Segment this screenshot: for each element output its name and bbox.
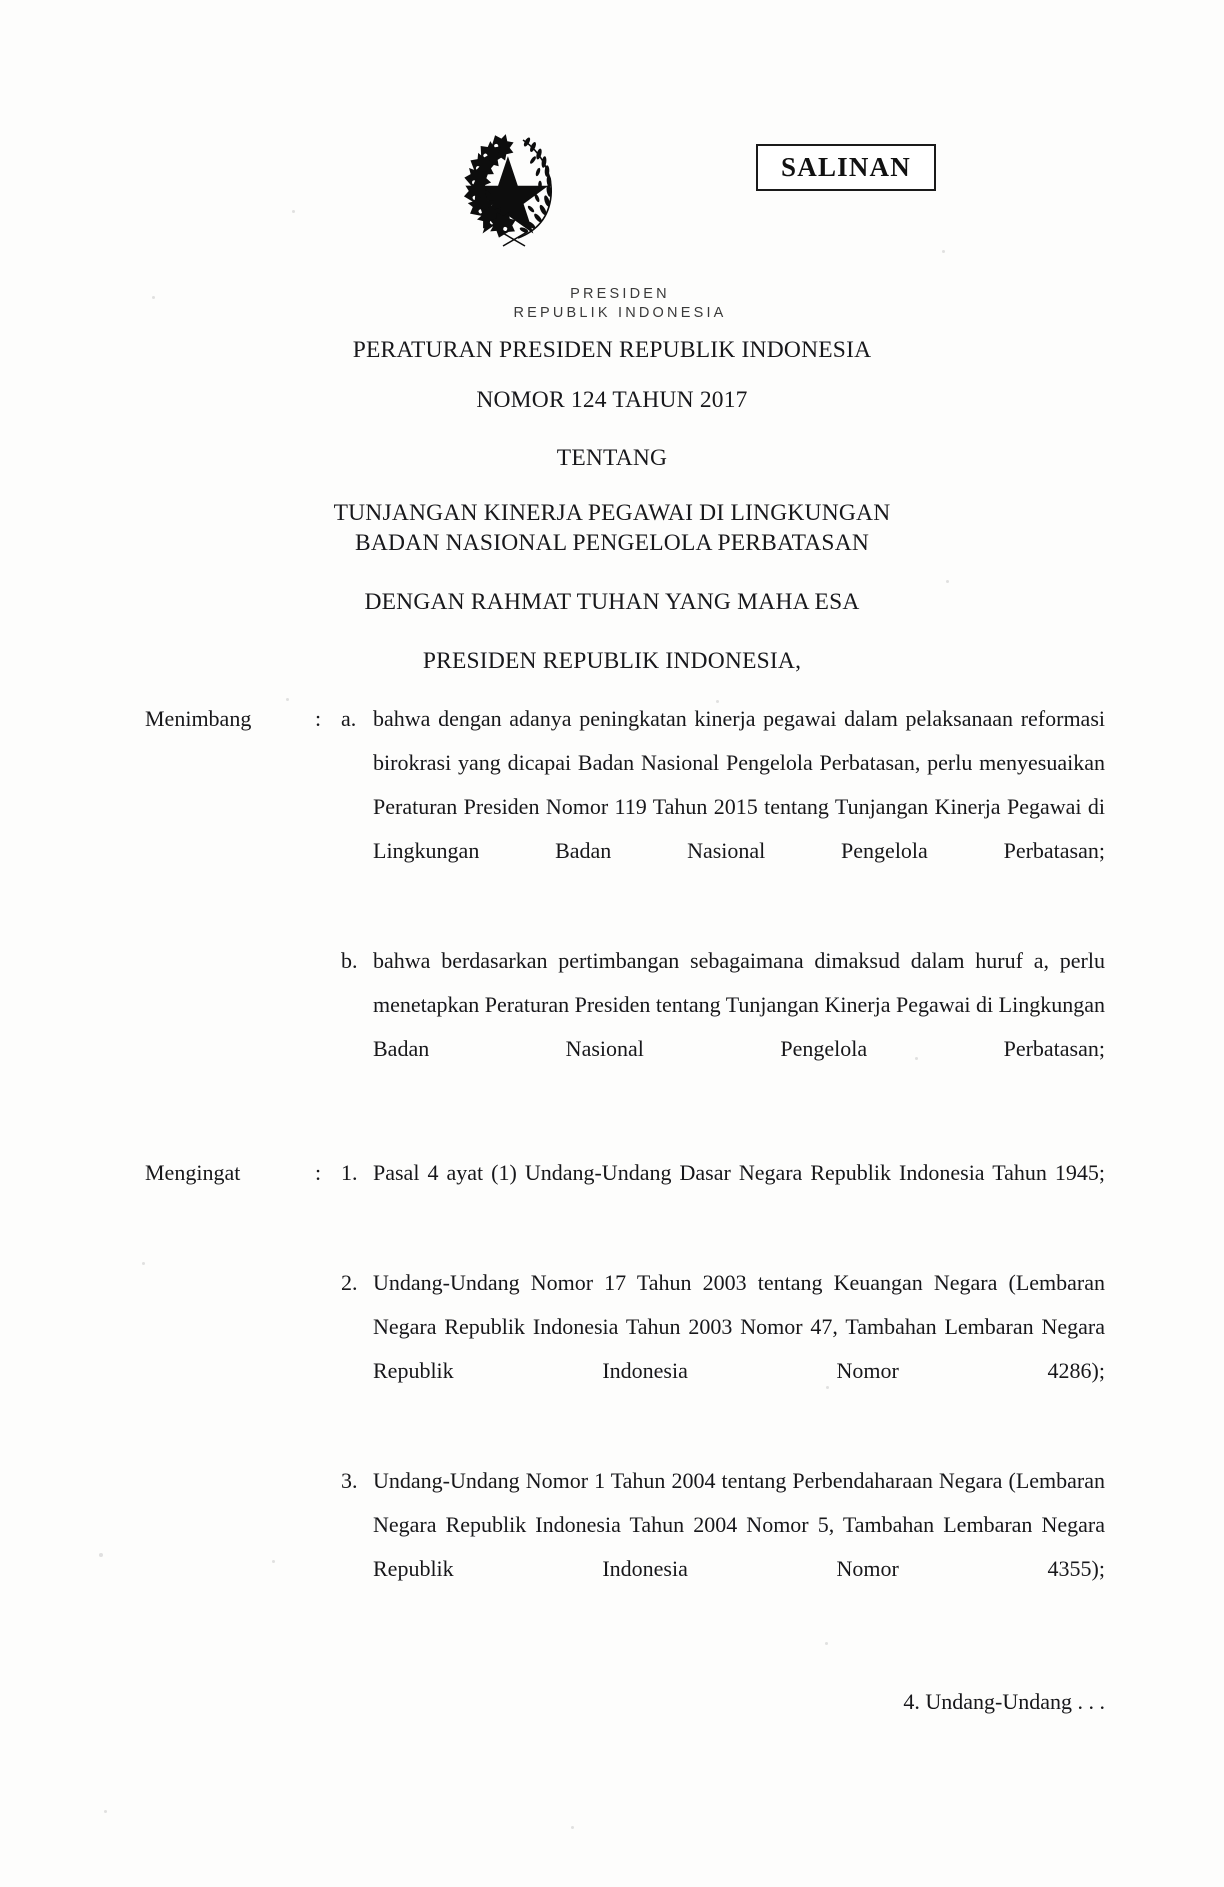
regulation-number: NOMOR 124 TAHUN 2017 bbox=[476, 387, 748, 414]
menimbang-colon: : bbox=[315, 706, 322, 731]
list-item bbox=[341, 697, 1105, 917]
emblem-caption-republik-indonesia: REPUBLIK INDONESIA bbox=[513, 305, 727, 321]
scan-speck bbox=[571, 1826, 574, 1829]
list-item bbox=[341, 939, 1105, 1115]
item-text: Pasal 4 ayat (1) Undang-Undang Dasar Negara Republik Indonesia Tahun 1945; bbox=[373, 1160, 1105, 1185]
regulation-subject-line1: TUNJANGAN KINERJA PEGAWAI DI LINGKUNGAN bbox=[333, 500, 891, 527]
mengingat-colon: : bbox=[315, 1160, 322, 1185]
menimbang-items bbox=[341, 697, 1224, 1115]
salinan-stamp bbox=[756, 144, 936, 191]
item-marker: 2. bbox=[341, 1270, 358, 1295]
item-text: bahwa dengan adanya peningkatan kinerja pegawai dalam pelaksanaan reformasi birokrasi yang dicapai Badan Nasional Pengelola Perbatasan, perlu menyesuaikan Peraturan Presiden Nomor 119 Tahun 2015 tentang Tunjangan Kinerja Pegawai di Lingkungan Badan Nasional Pengelola Perbatasan; bbox=[373, 706, 1105, 863]
mengingat-items bbox=[341, 1151, 1224, 1635]
scan-speck bbox=[292, 210, 295, 213]
item-marker: a. bbox=[341, 706, 357, 731]
menimbang-label: Menimbang bbox=[145, 706, 252, 731]
mengingat-label: Mengingat bbox=[145, 1160, 241, 1185]
salinan-label: SALINAN bbox=[781, 152, 911, 182]
scan-speck bbox=[104, 1810, 107, 1813]
menimbang-clause bbox=[0, 697, 1224, 1115]
list-item bbox=[341, 1261, 1105, 1437]
blessing-line: DENGAN RAHMAT TUHAN YANG MAHA ESA bbox=[364, 588, 860, 615]
preamble-body bbox=[0, 697, 1224, 1635]
regulation-title: PERATURAN PRESIDEN REPUBLIK INDONESIA bbox=[352, 337, 872, 363]
tentang-label: TENTANG bbox=[556, 444, 668, 471]
list-item bbox=[341, 1151, 1105, 1239]
item-marker: 3. bbox=[341, 1468, 358, 1493]
list-item bbox=[341, 1459, 1105, 1635]
issuer-line: PRESIDEN REPUBLIK INDONESIA, bbox=[422, 648, 802, 675]
item-marker: b. bbox=[341, 948, 358, 973]
item-text: Undang-Undang Nomor 1 Tahun 2004 tentang Perbendaharaan Negara (Lembaran Negara Republik Indonesia Tahun 2004 Nomor 5, Tambahan Lembaran Negara Republik Indonesia Nomor 4355); bbox=[373, 1468, 1105, 1581]
item-marker: 1. bbox=[341, 1160, 358, 1185]
emblem-caption-presiden: PRESIDEN bbox=[570, 286, 670, 302]
star-wreath-seal-icon bbox=[443, 120, 573, 255]
mengingat-clause bbox=[0, 1151, 1224, 1635]
title-block bbox=[0, 336, 1224, 677]
scan-speck bbox=[942, 250, 945, 253]
scan-speck bbox=[825, 1642, 828, 1645]
item-text: bahwa berdasarkan pertimbangan sebagaimana dimaksud dalam huruf a, perlu menetapkan Peraturan Presiden tentang Tunjangan Kinerja Pegawai di Lingkungan Badan Nasional Pengelola Perbatasan; bbox=[373, 948, 1105, 1061]
page-catchword: 4. Undang-Undang . . . bbox=[903, 1689, 1105, 1714]
regulation-subject-line2: BADAN NASIONAL PENGELOLA PERBATASAN bbox=[354, 529, 870, 556]
item-text: Undang-Undang Nomor 17 Tahun 2003 tentang Keuangan Negara (Lembaran Negara Republik Indonesia Tahun 2003 Nomor 47, Tambahan Lembaran Negara Republik Indonesia Nomor 4286); bbox=[373, 1270, 1105, 1383]
